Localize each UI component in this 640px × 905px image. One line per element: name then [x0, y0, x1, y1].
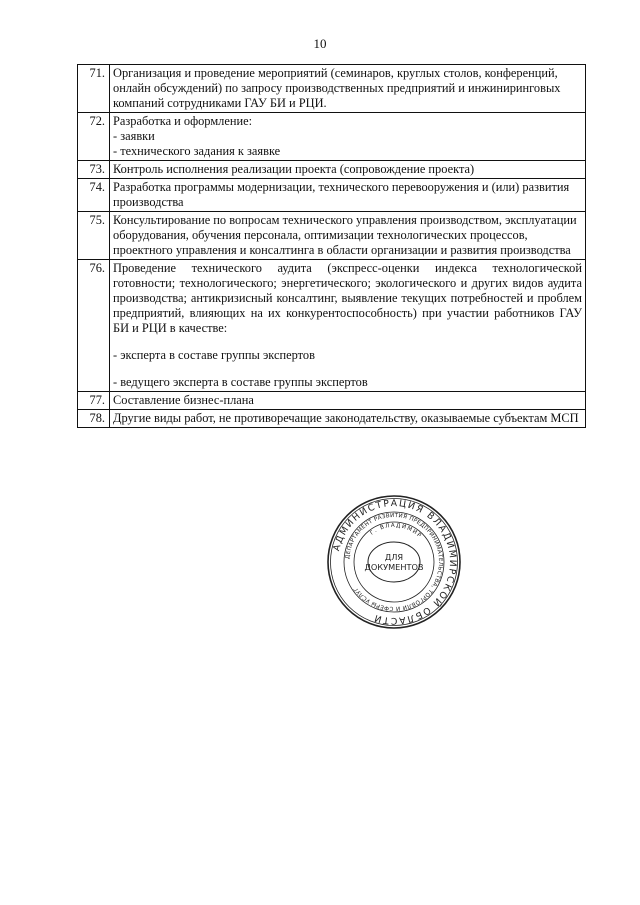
row-number: 71.: [78, 65, 110, 113]
spacer: [113, 363, 582, 375]
row-number: 78.: [78, 410, 110, 428]
row-text: [110, 65, 586, 113]
row-text: [110, 410, 586, 428]
stamp-middle-text: ДЕПАРТАМЕНТ РАЗВИТИЯ ПРЕДПРИНИМАТЕЛЬСТВА, ТОРГОВЛИ И СФЕРЫ УСЛУГ: [345, 512, 444, 612]
services-table: [77, 64, 586, 428]
row-line: Консультирование по вопросам технического управления производством, эксплуатации оборудования, обучения персонала, оптимизации технологических процессов, проектного управления и консалтинга в области организации и развития производства: [113, 213, 577, 257]
table-row: [78, 212, 586, 260]
row-line: - заявки: [113, 129, 155, 143]
row-text: [110, 392, 586, 410]
table-row: [78, 113, 586, 161]
row-text: [110, 260, 586, 392]
row-line: Составление бизнес-плана: [113, 393, 254, 407]
page-number: 10: [313, 36, 327, 51]
table-row: [78, 260, 586, 392]
table-row: [78, 161, 586, 179]
table-row: [78, 410, 586, 428]
row-number: 72.: [78, 113, 110, 161]
row-text: [110, 113, 586, 161]
spacer: [113, 336, 582, 348]
row-line: Контроль исполнения реализации проекта (сопровождение проекта): [113, 162, 475, 176]
stamp-center-line1: ДЛЯ: [384, 552, 404, 562]
row-number: 73.: [78, 161, 110, 179]
official-stamp: [326, 494, 462, 630]
table-row: [78, 392, 586, 410]
row-line: - ведущего эксперта в составе группы экспертов: [113, 375, 368, 389]
row-text: [110, 161, 586, 179]
table-row: [78, 179, 586, 212]
table-row: [78, 65, 586, 113]
stamp-center-line2: ДОКУМЕНТОВ: [364, 562, 424, 572]
stamp-inner-text: Г. ВЛАДИМИР: [369, 522, 423, 540]
row-line: Другие виды работ, не противоречащие законодательству, оказываемые субъектам МСП: [113, 411, 579, 425]
stamp-seal-icon: [326, 494, 462, 630]
row-number: 76.: [78, 260, 110, 392]
row-line: Проведение технического аудита (экспресс-оценки индекса технологической готовности; технологического; энергетического; экологического и других видов аудита производства; антикризисный консалтинг, выявление текущих потребностей и проблем предприятий, влияющих на их конкурентоспособность) при участии работников ГАУ БИ и РЦИ в качестве:: [113, 261, 582, 335]
row-line: - эксперта в составе группы экспертов: [113, 348, 315, 362]
row-line: Разработка программы модернизации, технического перевооружения и (или) развития производства: [113, 180, 570, 209]
row-number: 74.: [78, 179, 110, 212]
row-number: 77.: [78, 392, 110, 410]
row-line: Организация и проведение мероприятий (семинаров, круглых столов, конференций, онлайн обсуждений) по запросу производственных предприятий и инжиниринговых компаний сотрудниками ГАУ БИ и РЦИ.: [113, 66, 561, 110]
stamp-outer-text: АДМИНИСТРАЦИЯ ВЛАДИМИРСКОЙ ОБЛАСТИ: [331, 497, 459, 627]
row-line: - технического задания к заявке: [113, 144, 281, 158]
row-number: 75.: [78, 212, 110, 260]
row-text: [110, 212, 586, 260]
row-line: Разработка и оформление:: [113, 114, 253, 128]
row-text: [110, 179, 586, 212]
